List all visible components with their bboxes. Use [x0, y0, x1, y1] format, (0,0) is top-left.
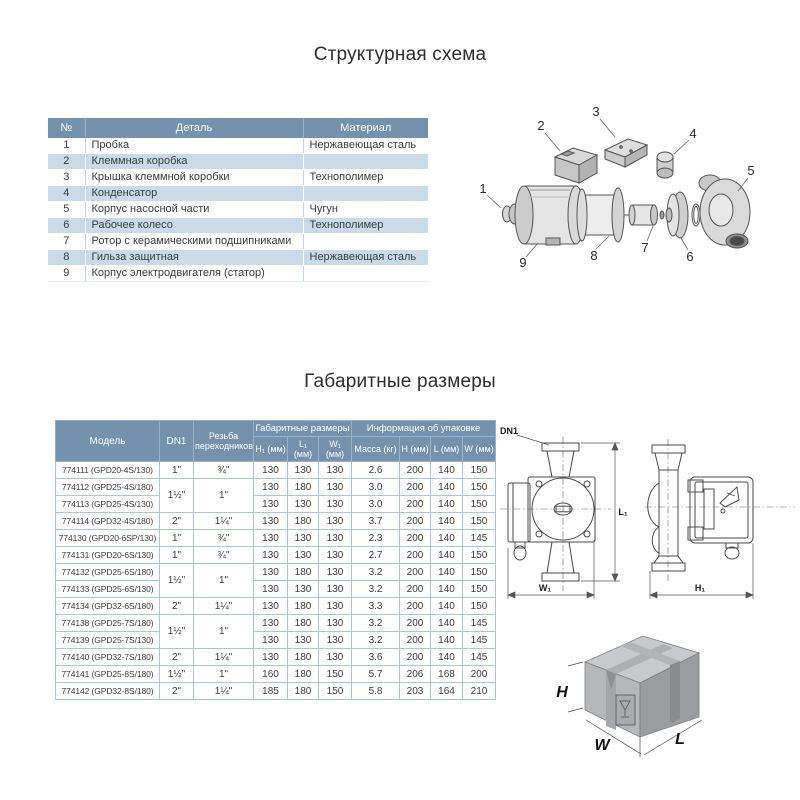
dims-table-row	[56, 513, 496, 530]
parts-table-row	[48, 138, 428, 154]
w1-cell: 130	[319, 632, 352, 649]
part-material: Нержавеющая сталь	[303, 138, 428, 154]
impeller-shape	[666, 192, 688, 238]
w1-cell: 130	[319, 547, 352, 564]
model-cell: 774133 (GPD25-6S/130)	[56, 581, 160, 598]
thread-cell: ¾"	[194, 530, 254, 547]
model-cell: 774111 (GPD20-4S/130)	[56, 462, 160, 479]
dn1-cell: 1½"	[160, 615, 194, 649]
dims-header-l: L (мм)	[431, 437, 463, 462]
parts-table-row	[48, 218, 428, 234]
parts-table-row	[48, 170, 428, 186]
h1-cell: 160	[254, 666, 288, 683]
h1-cell: 130	[254, 564, 288, 581]
w-cell: 200	[463, 666, 496, 683]
front-view-drawing	[500, 435, 620, 599]
l-cell: 140	[431, 615, 463, 632]
l1-cell: 180	[288, 598, 319, 615]
thread-cell: 1"	[194, 666, 254, 683]
h1-cell: 130	[254, 496, 288, 513]
side-centerlines	[645, 439, 795, 581]
part-number: 9	[48, 266, 85, 282]
thread-cell: ¾"	[194, 462, 254, 479]
part-material	[303, 266, 428, 282]
part-name: Крышка клеммной коробки	[85, 170, 303, 186]
h-cell: 200	[400, 547, 431, 564]
dims-table-row	[56, 615, 496, 632]
w1-cell: 150	[319, 666, 352, 683]
l-cell: 140	[431, 462, 463, 479]
w1-cell: 130	[319, 530, 352, 547]
part-name: Рабочее колесо	[85, 218, 303, 234]
callout-8: 8	[590, 248, 598, 263]
thread-cell: 1¼"	[194, 513, 254, 530]
h1-cell: 130	[254, 479, 288, 496]
part-material	[303, 186, 428, 202]
model-cell: 774134 (GPD32-6S/180)	[56, 598, 160, 615]
part-material: Нержавеющая сталь	[303, 250, 428, 266]
w-cell: 150	[463, 547, 496, 564]
l-cell: 140	[431, 649, 463, 666]
mass-cell: 5.7	[352, 666, 400, 683]
l-cell: 140	[431, 496, 463, 513]
dn1-cell: 1"	[160, 462, 194, 479]
l-cell: 140	[431, 632, 463, 649]
dimensions-table	[55, 420, 496, 700]
h-cell: 206	[400, 666, 431, 683]
dn1-cell: 1½"	[160, 479, 194, 513]
model-cell: 774141 (GPD25-8S/180)	[56, 666, 160, 683]
dims-table-row	[56, 581, 496, 598]
dims-header-dn1: DN1	[160, 421, 194, 462]
dims-table-row	[56, 632, 496, 649]
w-cell: 150	[463, 479, 496, 496]
dn1-label: DN1	[499, 426, 519, 436]
h1-cell: 185	[254, 683, 288, 700]
h-cell: 200	[400, 479, 431, 496]
w1-cell: 130	[319, 496, 352, 513]
h-cell: 200	[400, 530, 431, 547]
dn1-cell: 1"	[160, 530, 194, 547]
dn1-cell: 2"	[160, 513, 194, 530]
dn1-cell: 1"	[160, 547, 194, 564]
dimension-drawings	[495, 423, 800, 618]
thread-cell: ¾"	[194, 547, 254, 564]
h-cell: 200	[400, 513, 431, 530]
part-material: Технополимер	[303, 170, 428, 186]
side-view-drawing	[645, 439, 795, 599]
model-cell: 774140 (GPD32-7S/180)	[56, 649, 160, 666]
part-number: 8	[48, 250, 85, 266]
w1-cell: 130	[319, 479, 352, 496]
callout-9: 9	[519, 255, 527, 270]
dims-header-h: H (мм)	[400, 437, 431, 462]
callout-4: 4	[689, 126, 697, 141]
h1-cell: 130	[254, 632, 288, 649]
l1-cell: 130	[288, 462, 319, 479]
l1-label: L₁	[618, 507, 628, 517]
part-name: Ротор с керамическими подшипниками	[85, 234, 303, 250]
callout-6: 6	[686, 249, 694, 264]
h-cell: 200	[400, 632, 431, 649]
parts-table	[48, 118, 428, 282]
mass-cell: 3.2	[352, 564, 400, 581]
model-cell: 774114 (GPD32-4S/180)	[56, 513, 160, 530]
part-material: Чугун	[303, 202, 428, 218]
l1-cell: 180	[288, 564, 319, 581]
dims-header-dims-group: Габаритные размеры	[254, 421, 352, 437]
dn1-cell: 1½"	[160, 666, 194, 683]
part-number: 3	[48, 170, 85, 186]
thread-cell: 1¼"	[194, 649, 254, 666]
w-cell: 150	[463, 496, 496, 513]
dims-header-pack-group: Информация об упаковке	[352, 421, 496, 437]
part-number: 1	[48, 138, 85, 154]
callout-2: 2	[537, 118, 545, 133]
h-cell: 200	[400, 496, 431, 513]
mass-cell: 2.6	[352, 462, 400, 479]
h1-cell: 130	[254, 615, 288, 632]
part-number: 2	[48, 154, 85, 170]
box-l-label: L	[675, 731, 685, 748]
model-cell: 774138 (GPD25-7S/180)	[56, 615, 160, 632]
mass-cell: 3.0	[352, 479, 400, 496]
model-cell: 774113 (GPD25-4S/130)	[56, 496, 160, 513]
dims-header-row-1	[56, 421, 496, 437]
w1-cell: 150	[319, 683, 352, 700]
l1-dimension	[581, 443, 620, 581]
l1-cell: 130	[288, 530, 319, 547]
h-cell: 200	[400, 649, 431, 666]
part-number: 7	[48, 234, 85, 250]
w-cell: 150	[463, 462, 496, 479]
rotor-shape	[629, 205, 664, 225]
h-cell: 200	[400, 615, 431, 632]
dims-header-mass: Масса (кг)	[352, 437, 400, 462]
w1-cell: 130	[319, 462, 352, 479]
l-cell: 140	[431, 479, 463, 496]
h-cell: 200	[400, 564, 431, 581]
parts-table-row	[48, 202, 428, 218]
l1-cell: 130	[288, 581, 319, 598]
terminal-box-cover-shape	[605, 139, 647, 167]
part-name: Клеммная коробка	[85, 154, 303, 170]
part-name: Конденсатор	[85, 186, 303, 202]
part-name: Пробка	[85, 138, 303, 154]
part-material	[303, 234, 428, 250]
dims-table-row	[56, 564, 496, 581]
w-cell: 150	[463, 598, 496, 615]
dims-table-row	[56, 683, 496, 700]
thread-cell: 1¼"	[194, 598, 254, 615]
l1-cell: 130	[288, 496, 319, 513]
l-cell: 140	[431, 547, 463, 564]
h1-cell: 130	[254, 649, 288, 666]
dn1-cell: 2"	[160, 598, 194, 615]
dims-table-row	[56, 649, 496, 666]
mass-cell: 3.3	[352, 598, 400, 615]
l-cell: 168	[431, 666, 463, 683]
dims-header-w1: W₁ (мм)	[319, 437, 352, 462]
model-cell: 774132 (GPD25-6S/180)	[56, 564, 160, 581]
h1-cell: 130	[254, 530, 288, 547]
package-box-drawing	[540, 600, 800, 790]
box-h-label: H	[556, 684, 568, 701]
box-w-label: W	[594, 737, 610, 754]
part-number: 6	[48, 218, 85, 234]
thread-cell: 1"	[194, 615, 254, 649]
w1-cell: 130	[319, 649, 352, 666]
w-cell: 210	[463, 683, 496, 700]
mass-cell: 2.3	[352, 530, 400, 547]
h1-cell: 130	[254, 581, 288, 598]
part-name: Корпус насосной части	[85, 202, 303, 218]
dims-header-w: W (мм)	[463, 437, 496, 462]
dims-table-body	[56, 462, 496, 700]
model-cell: 774139 (GPD25-7S/130)	[56, 632, 160, 649]
dims-table-row	[56, 530, 496, 547]
dims-header-model: Модель	[56, 421, 160, 462]
part-material: Технополимер	[303, 218, 428, 234]
w1-cell: 130	[319, 581, 352, 598]
w1-label: W₁	[538, 583, 552, 593]
model-cell: 774131 (GPD20-6S/130)	[56, 547, 160, 564]
dims-table-row	[56, 496, 496, 513]
mass-cell: 3.0	[352, 496, 400, 513]
l1-cell: 130	[288, 632, 319, 649]
w-cell: 145	[463, 632, 496, 649]
part-material	[303, 154, 428, 170]
exploded-pump-diagram	[460, 95, 780, 295]
l-cell: 164	[431, 683, 463, 700]
w-cell: 150	[463, 513, 496, 530]
section-title-structure: Структурная схема	[313, 44, 487, 65]
l1-cell: 180	[288, 513, 319, 530]
h1-label: H₁	[694, 583, 706, 593]
part-number: 4	[48, 186, 85, 202]
protective-sleeve-shape	[577, 188, 632, 242]
mass-cell: 5.8	[352, 683, 400, 700]
parts-table-row	[48, 154, 428, 170]
w-cell: 145	[463, 530, 496, 547]
dims-table-row	[56, 666, 496, 683]
l-cell: 140	[431, 513, 463, 530]
model-cell: 774130 (GPD20-6SP/130)	[56, 530, 160, 547]
dn1-cell: 2"	[160, 683, 194, 700]
capacitor-shape	[657, 152, 673, 178]
w-cell: 150	[463, 581, 496, 598]
parts-table-body	[48, 138, 428, 282]
parts-table-header-row	[48, 118, 428, 138]
l1-cell: 180	[288, 649, 319, 666]
dn1-cell: 2"	[160, 649, 194, 666]
callout-5: 5	[747, 163, 755, 178]
dims-table-row	[56, 479, 496, 496]
dims-header-h1: H₁ (мм)	[254, 437, 288, 462]
l-cell: 140	[431, 564, 463, 581]
w-cell: 145	[463, 649, 496, 666]
parts-table-row	[48, 186, 428, 202]
dims-header-l1: L₁ (мм)	[288, 437, 319, 462]
l1-cell: 180	[288, 479, 319, 496]
l1-cell: 130	[288, 547, 319, 564]
thread-cell: 1¼"	[194, 683, 254, 700]
l1-cell: 180	[288, 666, 319, 683]
l-cell: 140	[431, 530, 463, 547]
l1-cell: 180	[288, 683, 319, 700]
mass-cell: 3.6	[352, 649, 400, 666]
w1-cell: 130	[319, 598, 352, 615]
part-name: Гильза защитная	[85, 250, 303, 266]
parts-header-part: Деталь	[85, 118, 303, 138]
stator-housing-shape	[515, 186, 584, 245]
w1-cell: 130	[319, 564, 352, 581]
dims-table-row	[56, 598, 496, 615]
h-cell: 200	[400, 462, 431, 479]
callout-3: 3	[592, 104, 600, 119]
parts-header-num: №	[48, 118, 85, 138]
l-cell: 140	[431, 598, 463, 615]
o-ring-shape	[692, 204, 700, 226]
w1-cell: 130	[319, 513, 352, 530]
thread-cell: 1"	[194, 564, 254, 598]
callout-1: 1	[479, 181, 487, 196]
l-cell: 140	[431, 581, 463, 598]
mass-cell: 3.7	[352, 513, 400, 530]
parts-table-row	[48, 266, 428, 282]
mass-cell: 3.2	[352, 632, 400, 649]
w1-cell: 130	[319, 615, 352, 632]
mass-cell: 3.2	[352, 615, 400, 632]
mass-cell: 2.7	[352, 547, 400, 564]
h-cell: 203	[400, 683, 431, 700]
parts-table-row	[48, 250, 428, 266]
model-cell: 774112 (GPD25-4S/180)	[56, 479, 160, 496]
part-name: Корпус электродвигателя (статор)	[85, 266, 303, 282]
h1-cell: 130	[254, 462, 288, 479]
fragile-label	[616, 695, 635, 725]
h1-cell: 130	[254, 547, 288, 564]
mass-cell: 3.2	[352, 581, 400, 598]
dims-table-row	[56, 462, 496, 479]
dims-table-row	[56, 547, 496, 564]
h1-cell: 130	[254, 598, 288, 615]
box-shape	[585, 636, 699, 737]
w-cell: 145	[463, 615, 496, 632]
parts-header-material: Материал	[303, 118, 428, 138]
h1-cell: 130	[254, 513, 288, 530]
callout-7: 7	[641, 240, 649, 255]
part-number: 5	[48, 202, 85, 218]
dims-header-thread: Резьба переходников	[194, 421, 254, 462]
thread-cell: 1"	[194, 479, 254, 513]
w-cell: 150	[463, 564, 496, 581]
h-cell: 200	[400, 598, 431, 615]
h-cell: 200	[400, 581, 431, 598]
section-title-dimensions: Габаритные размеры	[304, 371, 496, 392]
terminal-box-shape	[555, 148, 597, 183]
dn1-cell: 1½"	[160, 564, 194, 598]
parts-table-row	[48, 234, 428, 250]
l1-cell: 180	[288, 615, 319, 632]
model-cell: 774142 (GPD32-8S/180)	[56, 683, 160, 700]
